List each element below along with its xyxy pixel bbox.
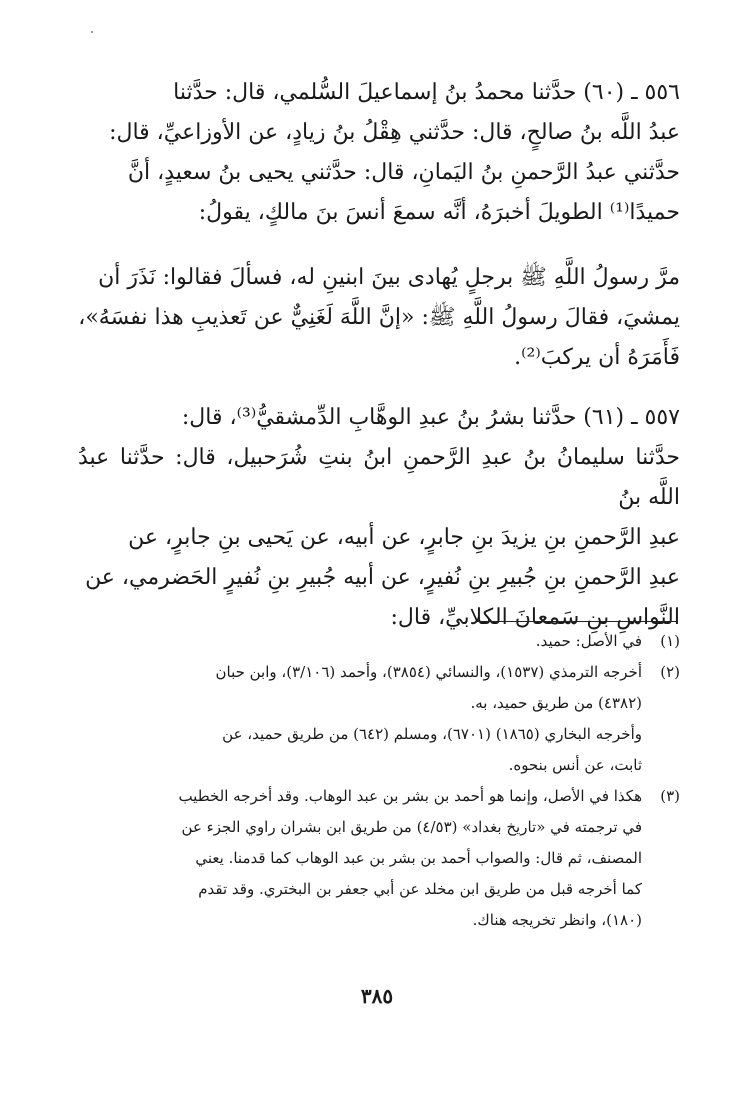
text-line: عبدِ الرَّحمنِ بنِ جُبيرِ بنِ نُفيرٍ، عن أبيه جُبيرِ بنِ نُفيرٍ الحَضرمي، عن bbox=[85, 565, 680, 590]
footnote-line: هكذا في الأصل، وإنما هو أحمد بن بشر بن عبد الوهاب. وقد أخرجه الخطيب bbox=[178, 787, 642, 805]
text-line: ٥٥٦ ـ (٦٠) حدَّثنا محمدُ بنُ إسماعيلَ السُّلمي، قال: حدَّثنا bbox=[173, 80, 680, 105]
footnote-number: (١) bbox=[660, 632, 680, 650]
hadith-556-isnad bbox=[78, 73, 680, 233]
footnote-line: كما أخرجه قبل من طريق ابن مخلد عن أبي جعفر بن البختري. وقد تقدم bbox=[198, 880, 642, 898]
footnotes bbox=[78, 626, 680, 936]
text-line: مرَّ رسولُ اللَّهِ ﷺ برجلٍ يُهادى بينَ ابنينِ له، فسألَ فقالوا: نَذَرَ أن bbox=[98, 265, 680, 290]
text-line: النَّواسِ بنِ سَمعانَ الكلابيِّ، قال: bbox=[390, 605, 680, 630]
footnote-1 bbox=[78, 626, 680, 657]
text-line: يمشيَ، فقالَ رسولُ اللَّهِ ﷺ: «إنَّ اللَّهَ لَغَنِيٌّ عن تَعذيبِ هذا نفسَهُ»، bbox=[78, 305, 680, 330]
footnote-number: (٢) bbox=[660, 663, 680, 681]
text-line: فَأَمَرَهُ أن يركبَ⁽²⁾. bbox=[514, 345, 680, 370]
text-line: عبدُ اللَّه بنُ صالحٍ، قال: حدَّثني هِقْلُ بنُ زيادٍ، عن الأوزاعيِّ، قال: bbox=[109, 120, 680, 145]
footnote-line: المصنف، ثم قال: والصواب أحمد بن بشر بن عبد الوهاب كما قدمنا. يعني bbox=[195, 849, 642, 867]
scan-speck bbox=[91, 31, 93, 33]
footnote-3 bbox=[78, 781, 680, 936]
footnote-line: أخرجه الترمذي (١٥٣٧)، والنسائي (٣٨٥٤)، وأحمد (٣/١٠٦)، وابن حبان bbox=[215, 663, 642, 681]
footnote-line: في ترجمته في «تاريخ بغداد» (٤/٥٣) من طريق ابن بشران راوي الجزء عن bbox=[181, 818, 642, 836]
text-line: ٥٥٧ ـ (٦١) حدَّثنا بشرُ بنُ عبدِ الوهَّابِ الدِّمشقيُّ⁽³⁾، قال: bbox=[181, 405, 680, 430]
hadith-556-matn bbox=[78, 258, 680, 378]
page-number: ٣٨٥ bbox=[360, 984, 394, 1008]
text-line: حدَّثني عبدُ الرَّحمنِ بنُ اليَمانِ، قال: حدَّثني يحيى بنُ سعيدٍ، أنَّ bbox=[127, 160, 680, 185]
footnote-divider bbox=[476, 621, 676, 622]
footnote-line: وأخرجه البخاري (١٨٦٥) (٦٧٠١)، ومسلم (٦٤٢) من طريق حميد، عن bbox=[222, 725, 642, 743]
footnote-2 bbox=[78, 657, 680, 781]
text-line: عبدِ الرَّحمنِ بنِ يزيدَ بنِ جابرٍ، عن أبيه، عن يَحيى بنِ جابرٍ، عن bbox=[128, 525, 680, 550]
footnote-line: (١٨٠)، وانظر تخريجه هناك. bbox=[472, 911, 642, 929]
footnote-line: في الأصل: حميد. bbox=[535, 632, 642, 650]
text-line: حدَّثنا سليمانُ بنُ عبدِ الرَّحمنِ ابنُ بنتِ شُرَحبيل، قال: حدَّثنا عبدُ اللَّه بنُ bbox=[78, 445, 680, 510]
text-line: حميدًا⁽¹⁾ الطويلَ أخبرَهُ، أنَّه سمعَ أنسَ بنَ مالكٍ، يقولُ: bbox=[198, 200, 680, 225]
footnote-line: ثابت، عن أنس بنحوه. bbox=[508, 756, 642, 774]
footnote-line: (٤٣٨٢) من طريق حميد، به. bbox=[470, 694, 642, 712]
footnote-number: (٣) bbox=[660, 787, 680, 805]
hadith-557-isnad bbox=[78, 398, 680, 638]
